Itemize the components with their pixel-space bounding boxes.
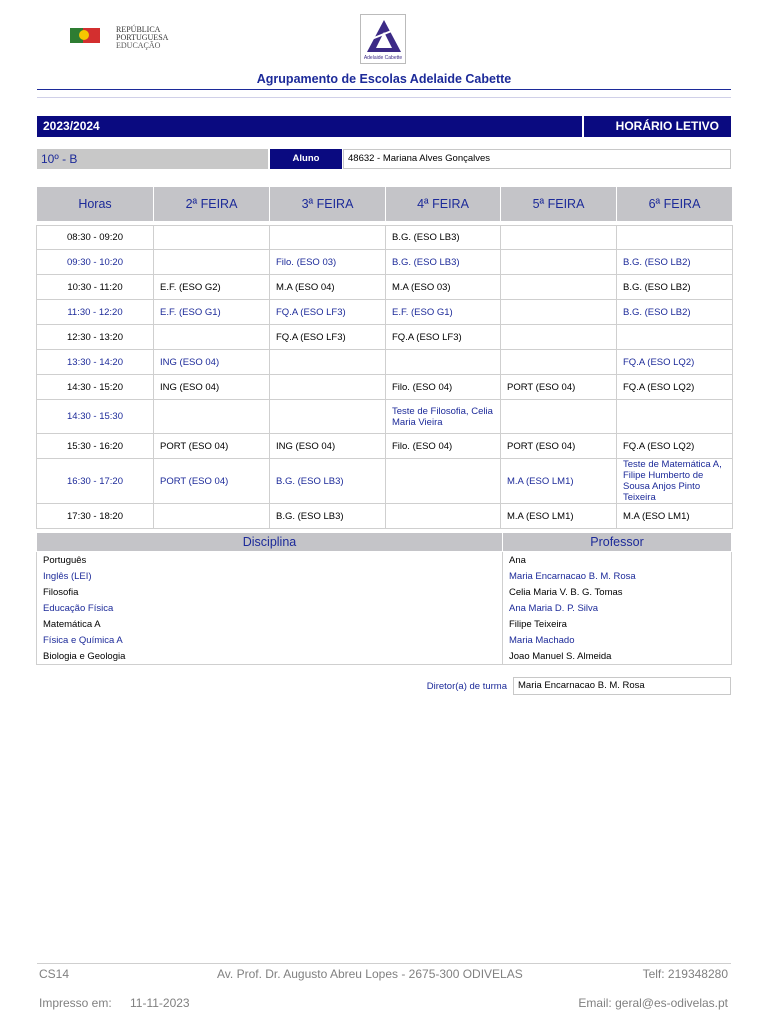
aluno-label: Aluno [270, 149, 342, 169]
professor-name: Maria Machado [503, 632, 732, 648]
footer-email: Email: geral@es-odivelas.pt [578, 996, 728, 1010]
schedule-time-cell: 10:30 - 11:20 [37, 275, 154, 300]
schedule-class-cell [501, 400, 617, 434]
schedule-time-cell: 16:30 - 17:20 [37, 459, 154, 504]
professor-name: Joao Manuel S. Almeida [503, 648, 732, 665]
schedule-class-cell: B.G. (ESO LB3) [270, 504, 386, 529]
discipline-name: Matemática A [37, 616, 503, 632]
discipline-row [37, 552, 732, 569]
schedule-class-cell: FQ.A (ESO LQ2) [617, 375, 733, 400]
turma-label: 10º - B [37, 149, 268, 169]
republica-portuguesa-logo [70, 26, 180, 54]
schedule-class-cell: B.G. (ESO LB2) [617, 250, 733, 275]
discipline-name: Inglês (LEI) [37, 568, 503, 584]
schedule-class-cell: Filo. (ESO 04) [386, 434, 501, 459]
school-logo-caption: Adelaide Cabette [363, 55, 403, 61]
schedule-row [37, 300, 733, 325]
schedule-row [37, 275, 733, 300]
schedule-class-cell [270, 375, 386, 400]
schedule-row [37, 226, 733, 250]
schedule-class-cell: B.G. (ESO LB2) [617, 300, 733, 325]
schedule-class-cell: M.A (ESO 04) [270, 275, 386, 300]
schedule-class-cell [501, 325, 617, 350]
col-header-terca: 3ª FEIRA [270, 187, 386, 222]
schedule-class-cell [154, 504, 270, 529]
header-divider [37, 97, 731, 98]
document-title: HORÁRIO LETIVO [584, 116, 731, 137]
schedule-time-cell: 14:30 - 15:30 [37, 400, 154, 434]
professor-name: Celia Maria V. B. G. Tomas [503, 584, 732, 600]
discipline-row [37, 648, 732, 665]
schedule-class-cell: B.G. (ESO LB2) [617, 275, 733, 300]
gov-logo-line: REPÚBLICA [116, 25, 161, 34]
discipline-row [37, 616, 732, 632]
professor-name: Ana Maria D. P. Silva [503, 600, 732, 616]
col-header-quarta: 4ª FEIRA [386, 187, 501, 222]
discipline-row [37, 600, 732, 616]
schedule-class-cell [617, 400, 733, 434]
schedule-class-cell [501, 226, 617, 250]
footer-divider [37, 963, 731, 964]
col-header-quinta: 5ª FEIRA [501, 187, 617, 222]
school-logo [360, 14, 406, 64]
discipline-row [37, 584, 732, 600]
col-header-segunda: 2ª FEIRA [154, 187, 270, 222]
col-header-disciplina: Disciplina [37, 533, 503, 552]
schedule-class-cell: FQ.A (ESO LF3) [386, 325, 501, 350]
schedule-time-cell: 14:30 - 15:20 [37, 375, 154, 400]
footer-printed-label: Impresso em: [39, 996, 112, 1010]
schedule-class-cell: PORT (ESO 04) [154, 459, 270, 504]
schedule-time-cell: 13:30 - 14:20 [37, 350, 154, 375]
schedule-time-cell: 12:30 - 13:20 [37, 325, 154, 350]
schedule-class-cell: FQ.A (ESO LF3) [270, 325, 386, 350]
footer-phone: Telf: 219348280 [642, 967, 728, 981]
schedule-class-cell [270, 400, 386, 434]
discipline-header-row [37, 533, 732, 552]
footer-address: Av. Prof. Dr. Augusto Abreu Lopes - 2675-300 ODIVELAS [217, 967, 523, 981]
schedule-time-cell: 15:30 - 16:20 [37, 434, 154, 459]
schedule-table [36, 186, 733, 529]
school-name: Agrupamento de Escolas Adelaide Cabette [256, 72, 512, 86]
school-triangle-icon [365, 18, 403, 54]
schedule-class-cell: B.G. (ESO LB3) [386, 250, 501, 275]
schedule-class-cell: B.G. (ESO LB3) [386, 226, 501, 250]
schedule-time-cell: 11:30 - 12:20 [37, 300, 154, 325]
schedule-class-cell [501, 250, 617, 275]
schedule-row [37, 459, 733, 504]
schedule-class-cell [386, 459, 501, 504]
schedule-class-cell: Teste de Matemática A, Filipe Humberto de Sousa Anjos Pinto Teixeira [617, 459, 733, 504]
diretor-turma-value: Maria Encarnacao B. M. Rosa [513, 677, 731, 695]
school-year: 2023/2024 [37, 116, 582, 137]
schedule-class-cell [386, 350, 501, 375]
professor-name: Maria Encarnacao B. M. Rosa [503, 568, 732, 584]
schedule-row [37, 250, 733, 275]
col-header-horas: Horas [37, 187, 154, 222]
schedule-class-cell: PORT (ESO 04) [501, 434, 617, 459]
discipline-name: Educação Física [37, 600, 503, 616]
schedule-class-cell [270, 350, 386, 375]
schedule-row [37, 375, 733, 400]
schedule-class-cell: M.A (ESO LM1) [501, 504, 617, 529]
col-header-professor: Professor [503, 533, 732, 552]
schedule-row [37, 434, 733, 459]
schedule-class-cell [501, 275, 617, 300]
schedule-class-cell: Filo. (ESO 03) [270, 250, 386, 275]
footer-printed-date: 11-11-2023 [130, 996, 190, 1010]
discipline-row [37, 568, 732, 584]
schedule-row [37, 504, 733, 529]
schedule-class-cell: PORT (ESO 04) [501, 375, 617, 400]
schedule-class-cell: ING (ESO 04) [270, 434, 386, 459]
schedule-class-cell: ING (ESO 04) [154, 350, 270, 375]
schedule-class-cell: Filo. (ESO 04) [386, 375, 501, 400]
header-divider [37, 89, 731, 90]
schedule-class-cell: M.A (ESO LM1) [617, 504, 733, 529]
schedule-row [37, 400, 733, 434]
schedule-class-cell: E.F. (ESO G1) [386, 300, 501, 325]
schedule-class-cell: E.F. (ESO G2) [154, 275, 270, 300]
discipline-row [37, 632, 732, 648]
professor-name: Ana [503, 552, 732, 569]
discipline-name: Biologia e Geologia [37, 648, 503, 665]
schedule-class-cell [617, 226, 733, 250]
schedule-time-cell: 08:30 - 09:20 [37, 226, 154, 250]
schedule-class-cell [501, 350, 617, 375]
schedule-class-cell [270, 226, 386, 250]
schedule-class-cell [154, 250, 270, 275]
gov-logo-line: EDUCAÇÃO [116, 41, 161, 50]
schedule-header-row [37, 187, 733, 222]
col-header-sexta: 6ª FEIRA [617, 187, 733, 222]
schedule-row [37, 325, 733, 350]
diretor-turma-label: Diretor(a) de turma [426, 681, 507, 692]
schedule-time-cell: 09:30 - 10:20 [37, 250, 154, 275]
schedule-class-cell: FQ.A (ESO LQ2) [617, 350, 733, 375]
professor-name: Filipe Teixeira [503, 616, 732, 632]
footer-code: CS14 [39, 967, 70, 981]
schedule-class-cell [501, 300, 617, 325]
aluno-value: 48632 - Mariana Alves Gonçalves [343, 149, 731, 169]
discipline-name: Física e Química A [37, 632, 503, 648]
schedule-class-cell [154, 325, 270, 350]
schedule-class-cell: E.F. (ESO G1) [154, 300, 270, 325]
schedule-class-cell: PORT (ESO 04) [154, 434, 270, 459]
discipline-name: Filosofia [37, 584, 503, 600]
schedule-class-cell: M.A (ESO LM1) [501, 459, 617, 504]
schedule-class-cell [617, 325, 733, 350]
schedule-row [37, 350, 733, 375]
discipline-name: Português [37, 552, 503, 569]
schedule-class-cell [154, 226, 270, 250]
schedule-time-cell: 17:30 - 18:20 [37, 504, 154, 529]
schedule-class-cell: FQ.A (ESO LF3) [270, 300, 386, 325]
discipline-table [36, 532, 732, 665]
schedule-class-cell: ING (ESO 04) [154, 375, 270, 400]
schedule-class-cell: Teste de Filosofia, Celia Maria Vieira [386, 400, 501, 434]
schedule-class-cell: M.A (ESO 03) [386, 275, 501, 300]
schedule-class-cell [386, 504, 501, 529]
schedule-class-cell [154, 400, 270, 434]
schedule-class-cell: B.G. (ESO LB3) [270, 459, 386, 504]
portugal-flag-icon [70, 28, 100, 43]
schedule-class-cell: FQ.A (ESO LQ2) [617, 434, 733, 459]
gov-logo-line: PORTUGUESA [116, 33, 169, 42]
